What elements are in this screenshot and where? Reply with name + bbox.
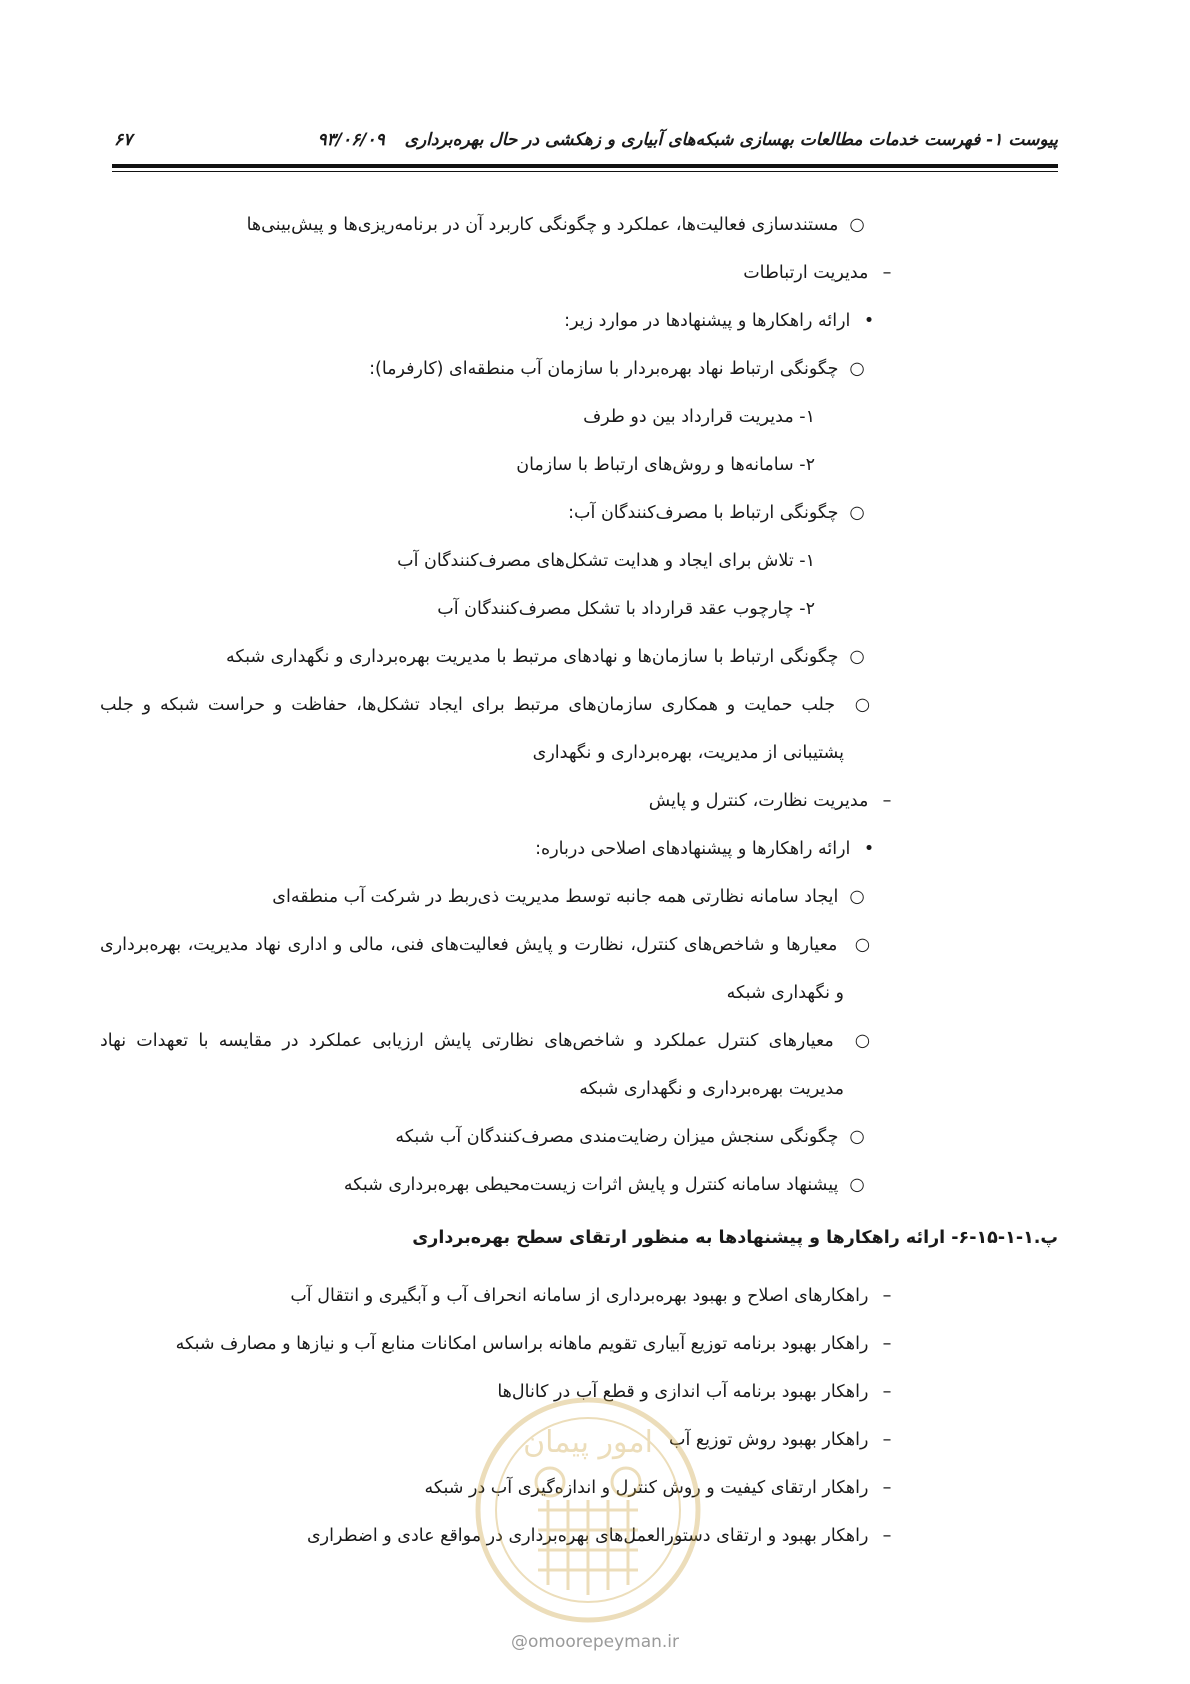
bullet-marker: ○ bbox=[849, 503, 865, 523]
list-item bbox=[583, 404, 815, 430]
list-item-text: پشتیبانی از مدیریت، بهره‌برداری و نگهداری bbox=[532, 743, 844, 763]
dash-marker: – bbox=[882, 791, 892, 811]
list-item-text: چگونگی ارتباط با مصرف‌کنندگان آب: bbox=[568, 503, 839, 523]
list-item-text: ۱- تلاش برای ایجاد و هدایت تشکل‌های مصرف‌کنندگان آب bbox=[397, 551, 815, 571]
list-item-text: ۲- چارچوب عقد قرارداد با تشکل مصرف‌کنندگان آب bbox=[437, 599, 815, 619]
list-item-text: مدیریت ارتباطات bbox=[743, 263, 869, 283]
list-item bbox=[176, 1331, 900, 1357]
list-item-text: پیشنهاد سامانه کنترل و پایش اثرات زیست‌محیطی بهره‌برداری شبکه bbox=[343, 1175, 839, 1195]
seal-icon bbox=[468, 1390, 708, 1630]
list-item-text: راهکار ارتقای کیفیت و روش کنترل و اندازه‌گیری آب در شبکه bbox=[424, 1478, 869, 1498]
bullet-marker: ○ bbox=[849, 1175, 865, 1195]
list-item-text: و نگهداری شبکه bbox=[726, 983, 844, 1003]
list-item bbox=[535, 836, 882, 862]
list-item bbox=[516, 452, 815, 478]
list-item-continuation bbox=[727, 980, 844, 1006]
header-title: پیوست ۱- فهرست خدمات مطالعات بهسازی شبکه‌های آبیاری و زهکشی در حال بهره‌برداری bbox=[404, 130, 1058, 150]
dash-marker: – bbox=[882, 1526, 892, 1546]
dash-marker: – bbox=[882, 1430, 892, 1450]
header-date: ۹۳/۰۶/۰۹ bbox=[317, 130, 385, 150]
list-item-text: چگونگی ارتباط نهاد بهره‌بردار با سازمان آب منطقه‌ای (کارفرما): bbox=[369, 359, 839, 379]
list-item-text: راهکار بهبود برنامه توزیع آبیاری تقویم ماهانه براساس امکانات منابع آب و نیازها و مصارف شبکه bbox=[175, 1334, 869, 1354]
list-item bbox=[395, 1124, 870, 1150]
bullet-marker: ○ bbox=[854, 1031, 870, 1051]
list-item bbox=[272, 884, 870, 910]
section-heading bbox=[412, 1225, 1058, 1251]
list-item-text: مستندسازی فعالیت‌ها، عملکرد و چگونگی کاربرد آن در برنامه‌ریزی‌ها و پیش‌بینی‌ها bbox=[246, 215, 839, 235]
running-header bbox=[318, 130, 1058, 150]
bullet-marker: ○ bbox=[849, 215, 865, 235]
header-rule-thick bbox=[112, 164, 1058, 168]
list-item bbox=[247, 212, 870, 238]
dash-marker: – bbox=[882, 1478, 892, 1498]
list-item bbox=[649, 788, 900, 814]
dash-marker: – bbox=[882, 1334, 892, 1354]
list-item bbox=[437, 596, 815, 622]
bullet-marker: • bbox=[863, 839, 875, 859]
dash-marker: – bbox=[882, 263, 892, 283]
dash-marker: – bbox=[882, 1286, 892, 1306]
list-item bbox=[568, 500, 870, 526]
list-item-text: راهکار بهبود روش توزیع آب bbox=[668, 1430, 869, 1450]
list-item bbox=[564, 308, 882, 334]
bullet-marker: ○ bbox=[854, 935, 870, 955]
list-item-text: راهکارهای اصلاح و بهبود بهره‌برداری از سامانه انحراف آب و آبگیری و انتقال آب bbox=[290, 1286, 869, 1306]
at-sign-icon: @ bbox=[510, 1632, 528, 1652]
bullet-marker: • bbox=[863, 311, 875, 331]
list-item-text: راهکار بهبود و ارتقای دستورالعمل‌های بهره‌برداری در مواقع عادی و اضطراری bbox=[306, 1526, 869, 1546]
list-item-text: چگونگی ارتباط با سازمان‌ها و نهادهای مرتبط با مدیریت بهره‌برداری و نگهداری شبکه bbox=[226, 647, 839, 667]
list-item-text: مدیریت بهره‌برداری و نگهداری شبکه bbox=[579, 1079, 844, 1099]
list-item bbox=[226, 644, 870, 670]
list-item bbox=[743, 260, 900, 286]
list-item-continuation bbox=[579, 1076, 844, 1102]
list-item-text: معیارها و شاخص‌های کنترل، نظارت و پایش فعالیت‌های فنی، مالی و اداری نهاد مدیریت، بهره‌برداری bbox=[100, 935, 838, 955]
bullet-marker: ○ bbox=[849, 359, 865, 379]
list-item-text: چگونگی سنجش میزان رضایت‌مندی مصرف‌کنندگان آب شبکه bbox=[395, 1127, 839, 1147]
list-item-text: جلب حمایت و همکاری سازمان‌های مرتبط برای ایجاد تشکل‌ها، حفاظت و حراست شبکه و جلب bbox=[100, 695, 836, 715]
watermark-url-text: omoorepeyman.ir bbox=[527, 1632, 680, 1652]
list-item-text: راهکار بهبود برنامه آب اندازی و قطع آب در کانال‌ها bbox=[497, 1382, 869, 1402]
header-rule-thin bbox=[112, 171, 1058, 172]
page-number: ۶۷ bbox=[114, 130, 133, 150]
list-item-text: ۲- سامانه‌ها و روش‌های ارتباط با سازمان bbox=[516, 455, 815, 475]
bullet-marker: ○ bbox=[849, 1127, 865, 1147]
bullet-marker: ○ bbox=[849, 887, 865, 907]
list-item bbox=[100, 1028, 870, 1054]
seal-text: امور پیمان bbox=[523, 1425, 653, 1460]
bullet-marker: ○ bbox=[849, 647, 865, 667]
list-item-text: مدیریت نظارت، کنترل و پایش bbox=[648, 791, 869, 811]
list-item bbox=[290, 1283, 900, 1309]
list-item bbox=[397, 548, 815, 574]
list-item-continuation bbox=[533, 740, 844, 766]
list-item-text: ارائه راهکارها و پیشنهادهای اصلاحی درباره: bbox=[535, 839, 851, 859]
list-item-text: ارائه راهکارها و پیشنهادها در موارد زیر: bbox=[564, 311, 851, 331]
dash-marker: – bbox=[882, 1382, 892, 1402]
list-item-text: ۱- مدیریت قرارداد بین دو طرف bbox=[583, 407, 815, 427]
bullet-marker: ○ bbox=[854, 695, 870, 715]
list-item-text: ایجاد سامانه نظارتی همه جانبه توسط مدیریت ذی‌ربط در شرکت آب منطقه‌ای bbox=[272, 887, 839, 907]
list-item bbox=[100, 932, 870, 958]
list-item bbox=[100, 692, 870, 718]
section-heading-text: پ.۱-۱-۱۵-۶- ارائه راهکارها و پیشنهادها به منظور ارتقای سطح بهره‌برداری bbox=[412, 1228, 1058, 1248]
list-item-text: معیارهای کنترل عملکرد و شاخص‌های نظارتی پایش ارزیابی عملکرد در مقایسه با تعهدات نهاد bbox=[100, 1031, 834, 1051]
list-item bbox=[344, 1172, 870, 1198]
watermark-url bbox=[0, 1632, 1190, 1652]
list-item bbox=[369, 356, 870, 382]
